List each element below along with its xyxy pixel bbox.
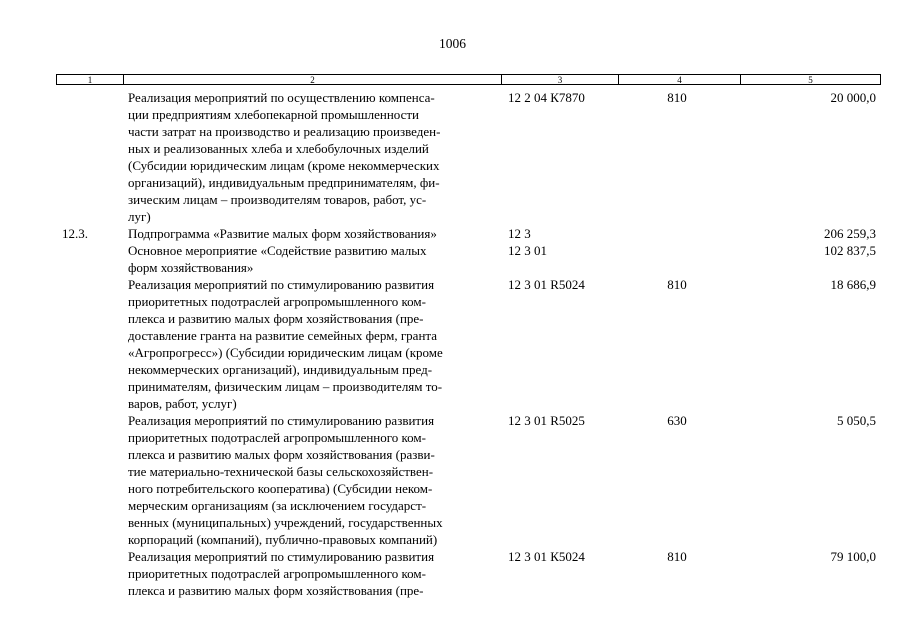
column-header-1: 1 [56,74,123,85]
table-body [0,89,905,599]
table-row [0,548,905,599]
row-amount: 18 686,9 [830,277,876,292]
row-code: 12 3 01 [508,243,547,258]
row-code: 12 3 [508,226,531,241]
column-header-2: 2 [123,74,501,85]
row-number: 12.3. [62,226,88,241]
row-code: 12 3 01 К5024 [508,549,585,564]
page-number: 1006 [439,36,466,51]
row-description: Реализация мероприятий по стимулированию развития приоритетных подотраслей агропромышленного ком- плекса и развитию малых форм хозяйствования (пре- доставление гранта на развитие семейных ферм, гранта «Агропрогресс») (Субсидии юридическим лицам (кроме некоммерческих организаций), индивидуальным пред- принимателям, физическим лицам – производителям то- варов, работ, услуг) [128,277,443,411]
row-description: Реализация мероприятий по стимулированию развития приоритетных подотраслей агропромышленного ком- плекса и развитию малых форм хозяйствования (разви- тие материально-технической базы сельскохозяйствен- ного потребительского кооператива) (Субсидии неком- мерческим организациям (за исключением государст- венных (муниципальных) учреждений, государственных корпораций (компаний), публично-правовых компаний) [128,413,443,547]
column-header-4: 4 [618,74,740,85]
row-description: Реализация мероприятий по осуществлению компенса- ции предприятиям хлебопекарной промышленности части затрат на производство и реализацию произведен- ных и реализованных хлеба и хлебобулочных изделий (Субсидии юридическим лицам (кроме некоммерческих организаций), индивидуальным предпринимателям, фи- зическим лицам – производителям товаров, работ, ус- луг) [128,90,441,224]
row-amount: 5 050,5 [837,413,876,428]
row-amount: 102 837,5 [824,243,876,258]
row-description: Подпрограмма «Развитие малых форм хозяйствования» [128,226,437,241]
row-amount: 20 000,0 [830,90,876,105]
row-description: Реализация мероприятий по стимулированию развития приоритетных подотраслей агропромышленного ком- плекса и развитию малых форм хозяйствования (пре- [128,549,435,598]
table-row [0,225,905,242]
row-expense-type: 630 [667,413,687,428]
table-row [0,276,905,412]
row-code: 12 3 01 R5024 [508,277,585,292]
row-code: 12 3 01 R5025 [508,413,585,428]
row-code: 12 2 04 К7870 [508,90,585,105]
row-expense-type: 810 [667,549,687,564]
table-row [0,242,905,276]
column-header-3: 3 [501,74,618,85]
row-description: Основное мероприятие «Содействие развитию малых форм хозяйствования» [128,243,427,275]
row-amount: 206 259,3 [824,226,876,241]
table-row [0,412,905,548]
row-expense-type: 810 [667,90,687,105]
row-amount: 79 100,0 [830,549,876,564]
table-row [0,89,905,225]
row-expense-type: 810 [667,277,687,292]
column-header-5: 5 [740,74,881,85]
